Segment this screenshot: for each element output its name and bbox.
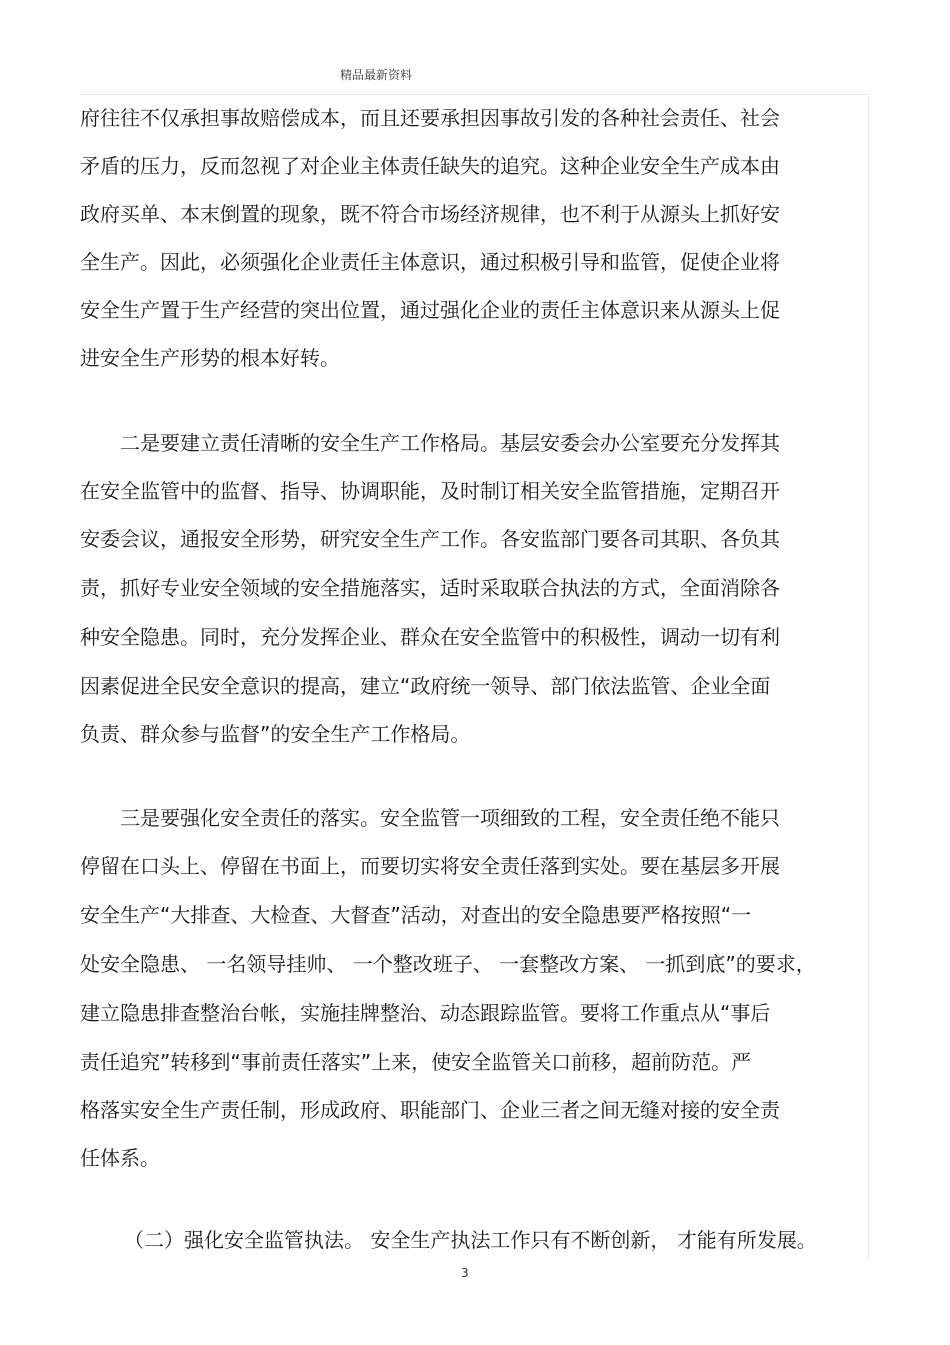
text-line: 责任追究”转移到“事前责任落实”上来，使安全监管关口前移，超前防范。严 — [80, 1050, 752, 1074]
text-line: 因素促进全民安全意识的提高，建立“政府统一领导、部门依法监管、企业全面 — [80, 674, 771, 698]
text-line: 格落实安全生产责任制，形成政府、职能部门、企业三者之间无缝对接的安全责 — [80, 1098, 780, 1122]
header-rule — [80, 94, 868, 95]
text-line: 责，抓好专业安全领域的安全措施落实，适时采取联合执法的方式，全面消除各 — [80, 576, 780, 600]
text-line: 矛盾的压力，反而忽视了对企业主体责任缺失的追究。这种企业安全生产成本由 — [80, 154, 780, 178]
text-line: 进安全生产形势的根本好转。 — [80, 346, 340, 370]
text-line: 安全生产置于生产经营的突出位置，通过强化企业的责任主体意识来从源头上促 — [80, 298, 780, 322]
text-line: 三是要强化安全责任的落实。安全监管一项细致的工程，安全责任绝不能只 — [120, 806, 780, 830]
right-margin-rule — [868, 94, 869, 1260]
page-number: 3 — [461, 1266, 469, 1280]
text-line: 二是要建立责任清晰的安全生产工作格局。基层安委会办公室要充分发挥其 — [120, 431, 780, 455]
page-header: 精品最新资料 — [340, 68, 413, 82]
text-line: 全生产。因此，必须强化企业责任主体意识，通过积极引导和监管，促使企业将 — [80, 250, 780, 274]
text-line: （二）强化安全监管执法。 安全生产执法工作只有不断创新， 才能有所发展。 — [124, 1228, 817, 1252]
text-line: 在安全监管中的监督、指导、协调职能，及时制订相关安全监管措施，定期召开 — [80, 479, 780, 503]
text-line: 负责、群众参与监督”的安全生产工作格局。 — [80, 722, 471, 746]
text-line: 安委会议，通报安全形势，研究安全生产工作。各安监部门要各司其职、各负其 — [80, 527, 780, 551]
text-line: 安全生产“大排查、大检查、大督查”活动，对查出的安全隐患要严格按照“一 — [80, 903, 752, 927]
text-line: 任体系。 — [80, 1146, 160, 1170]
text-line: 政府买单、本末倒置的现象，既不符合市场经济规律，也不利于从源头上抓好安 — [80, 202, 780, 226]
text-line: 建立隐患排查整治台帐，实施挂牌整治、动态跟踪监管。要将工作重点从“事后 — [80, 1001, 771, 1025]
text-line: 处安全隐患、 一名领导挂帅、 一个整改班子、 一套整改方案、 一抓到底”的要求， — [80, 952, 816, 976]
text-line: 停留在口头上、停留在书面上，而要切实将安全责任落到实处。要在基层多开展 — [80, 854, 780, 878]
text-line: 府往往不仅承担事故赔偿成本，而且还要承担因事故引发的各种社会责任、社会 — [80, 106, 780, 130]
text-line: 种安全隐患。同时，充分发挥企业、群众在安全监管中的积极性，调动一切有利 — [80, 625, 780, 649]
